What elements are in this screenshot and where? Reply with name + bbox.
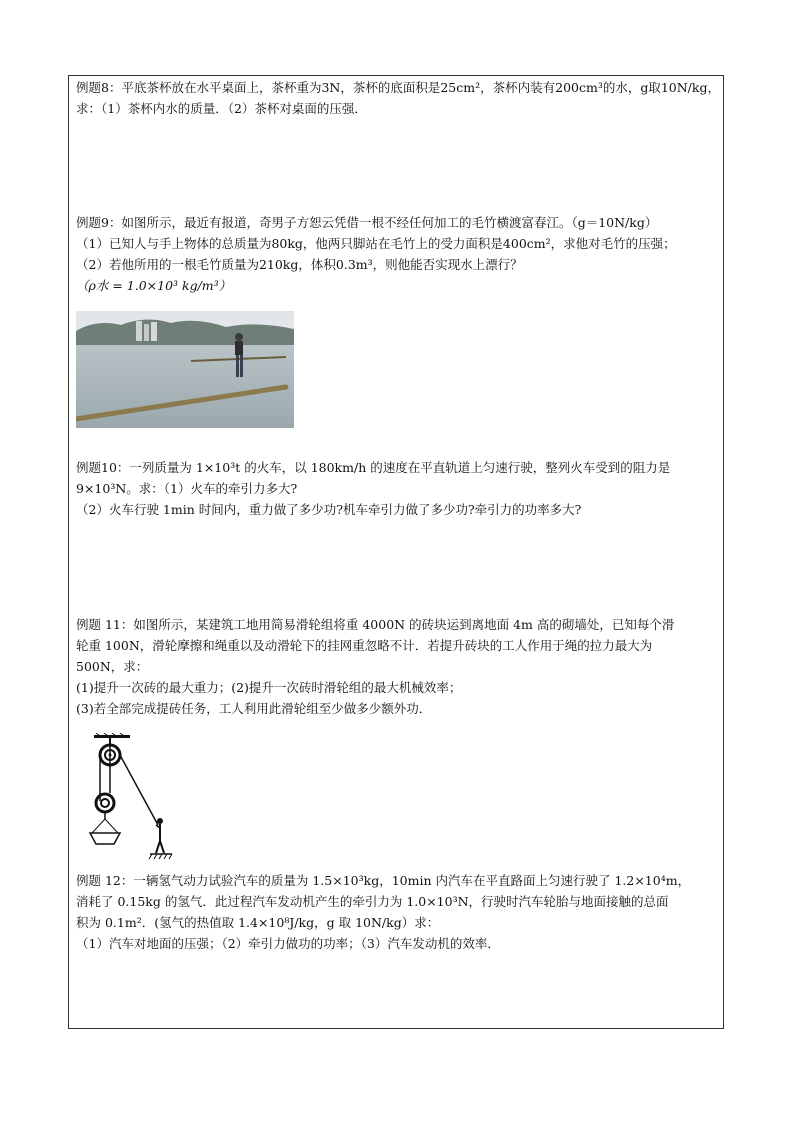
example-11-line-2: 轮重 100N，滑轮摩擦和绳重以及动滑轮下的挂网重忽略不计．若提升砖块的工人作用于绳的拉力最大为: [76, 638, 653, 653]
example-11-line-4: (1)提升一次砖的最大重力；(2)提升一次砖时滑轮组的最大机械效率；: [76, 680, 462, 695]
example-12-line-2: 消耗了 0.15kg 的氢气．此过程汽车发动机产生的牵引力为 1.0×10³N，行驶时汽车轮胎与地面接触的总面: [76, 894, 669, 909]
example-12-line-1: 例题 12：一辆氢气动力试验汽车的质量为 1.5×10³kg，10min 内汽车在平直路面上匀速行驶了 1.2×10⁴m，: [76, 873, 691, 888]
example-10-line-3: （2）火车行驶 1min 时间内，重力做了多少功?机车牵引力做了多少功?牵引力的功率多大?: [76, 502, 582, 517]
example-8-line-2: 求：（1）茶杯内水的质量．（2）茶杯对桌面的压强．: [76, 101, 367, 116]
example-11-line-3: 500N，求：: [76, 659, 149, 674]
example-10-line-2: 9×10³N。求：（1）火车的牵引力多大?: [76, 481, 298, 496]
example-10: [76, 457, 720, 520]
example-8-line-1: 例题8：平底茶杯放在水平桌面上，茶杯重为3N，茶杯的底面积是25cm²，茶杯内装有200cm³的水，g取10N/kg，: [76, 80, 720, 95]
example-12-line-4: （1）汽车对地面的压强；（2）牵引力做功的功率；（3）汽车发动机的效率．: [76, 936, 500, 951]
pulley-system-diagram: [84, 733, 174, 861]
example-9-line-3: （2）若他所用的一根毛竹质量为210kg，体积0.3m³，则他能否实现水上漂行？: [76, 257, 523, 272]
example-9: [76, 212, 720, 296]
example-12-line-3: 积为 0.1m²．(氢气的热值取 1.4×10⁸J/kg，g 取 10N/kg）求：: [76, 915, 440, 930]
density-formula: （ρ水 = 1.0×10³ kg/m³）: [76, 278, 232, 293]
bamboo-river-photo: [76, 311, 294, 428]
example-9-line-1: 例题9：如图所示，最近有报道，奇男子方恕云凭借一根不经任何加工的毛竹横渡富春江。（g＝10N/kg）: [76, 215, 658, 230]
example-11: [76, 614, 720, 719]
example-9-line-2: （1）已知人与手上物体的总质量为80kg，他两只脚站在毛竹上的受力面积是400cm²，求他对毛竹的压强；: [76, 236, 676, 251]
example-11-line-1: 例题 11：如图所示，某建筑工地用简易滑轮组将重 4000N 的砖块运到离地面 4m 高的砌墙处，已知每个滑: [76, 617, 675, 632]
example-12: [76, 870, 720, 954]
example-11-line-5: (3)若全部完成提砖任务，工人利用此滑轮组至少做多少额外功．: [76, 701, 432, 716]
example-8: [76, 77, 720, 119]
example-10-line-1: 例题10：一列质量为 1×10³t 的火车，以 180km/h 的速度在平直轨道上匀速行驶，整列火车受到的阻力是: [76, 460, 671, 475]
